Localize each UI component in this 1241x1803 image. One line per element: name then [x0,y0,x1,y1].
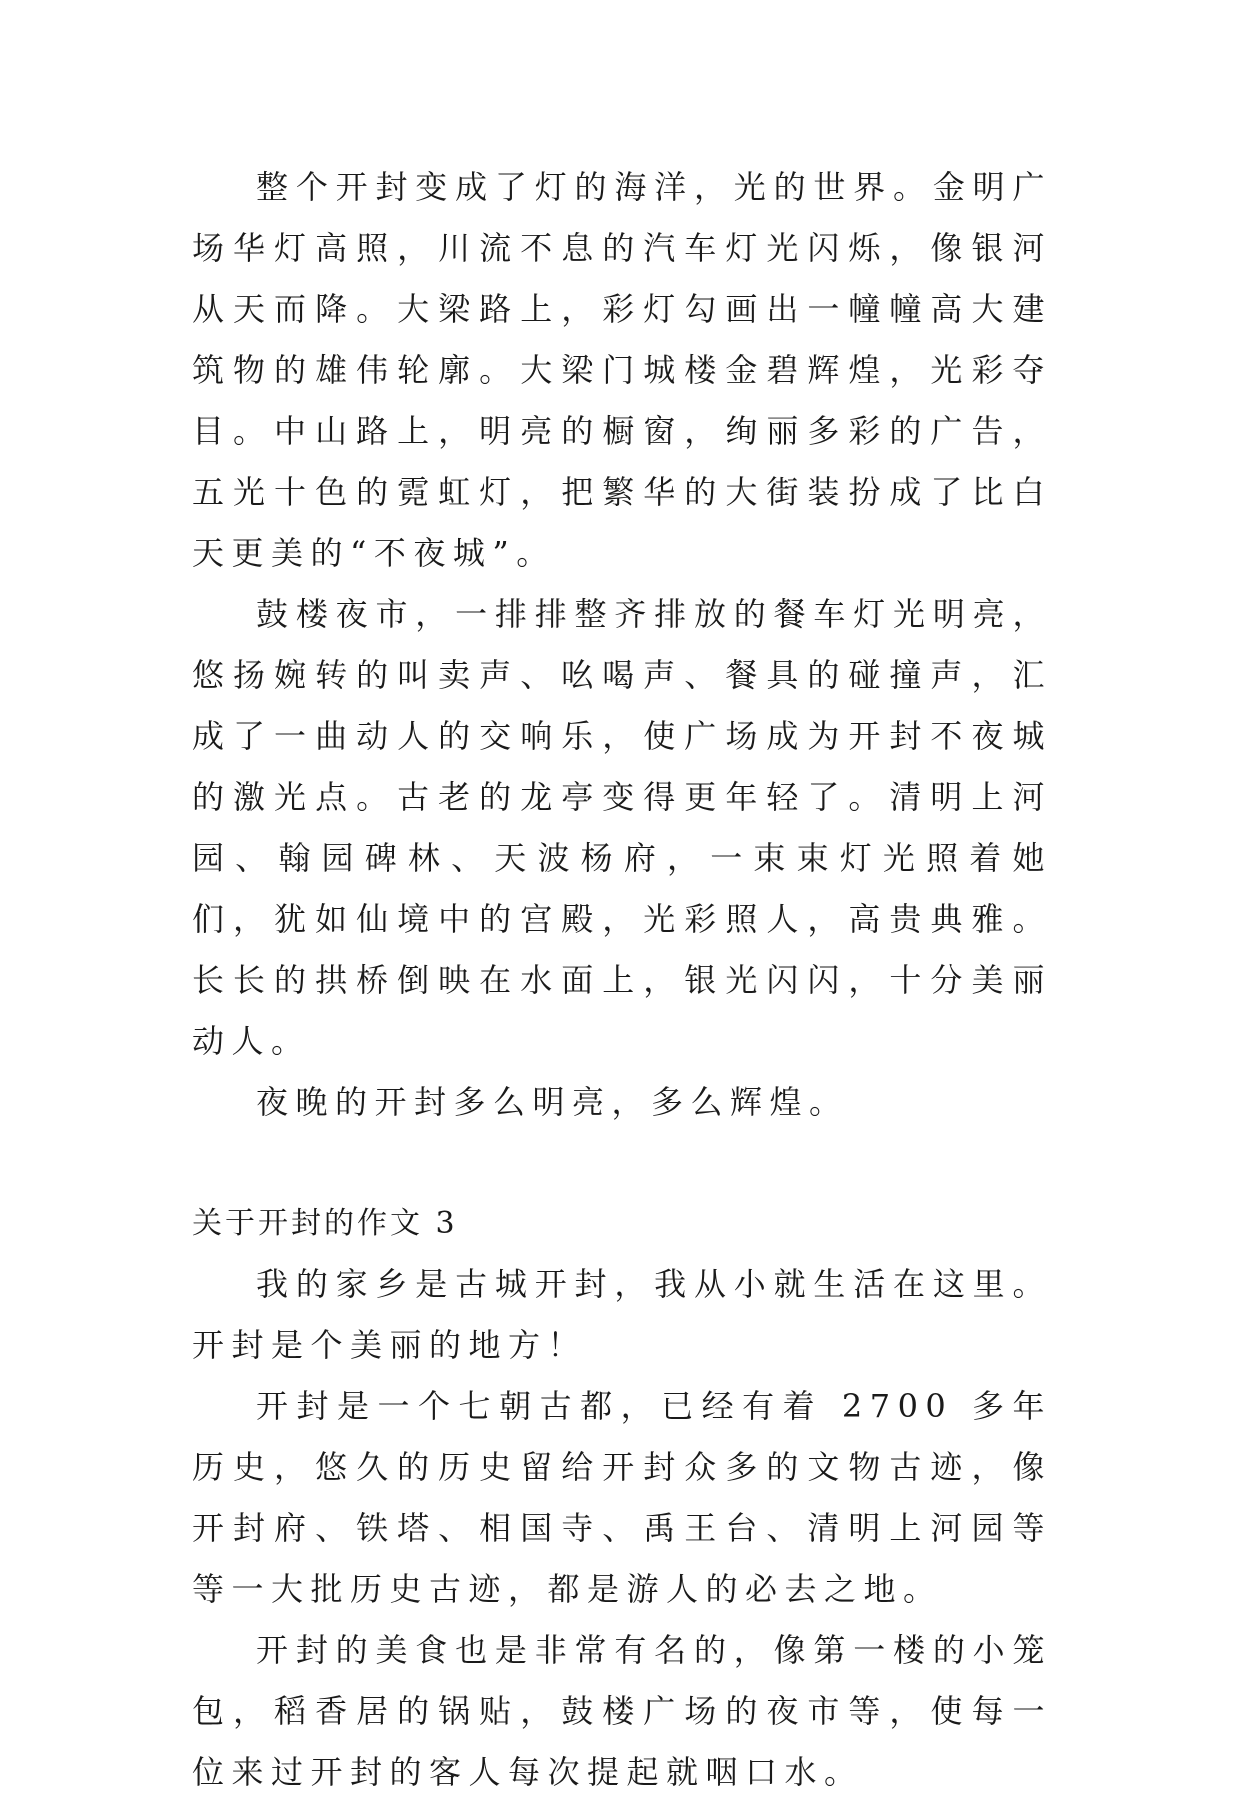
paragraph: 我的家乡是古城开封，我从小就生活在这里。开封是个美丽的地方！ [192,1265,1052,1364]
paragraph: 开封是一个七朝古都，已经有着 2700 多年历史，悠久的历史留给开封众多的文物古迹，像开封府、铁塔、相国寺、禹王台、清明上河园等等一大批历史古迹，都是游人的必去之地。 [192,1387,1052,1608]
section-title: 关于开封的作文 3 [192,1206,458,1241]
paragraph: 鼓楼夜市，一排排整齐排放的餐车灯光明亮，悠扬婉转的叫卖声、吆喝声、餐具的碰撞声，汇成了一曲动人的交响乐，使广场成为开封不夜城的激光点。古老的龙亭变得更年轻了。清明上河园、翰园碑林、天波杨府，一束束灯光照着她们，犹如仙境中的宫殿，光彩照人，高贵典雅。长长的拱桥倒映在水面上，银光闪闪，十分美丽动人。 [192,595,1052,1060]
paragraph: 夜晚的开封多么明亮，多么辉煌。 [256,1083,849,1121]
document-page [192,157,1052,1803]
paragraph: 整个开封变成了灯的海洋，光的世界。金明广场华灯高照，川流不息的汽车灯光闪烁，像银河从天而降。大梁路上，彩灯勾画出一幢幢高大建筑物的雄伟轮廓。大梁门城楼金碧辉煌，光彩夺目。中山路上，明亮的橱窗，绚丽多彩的广告，五光十色的霓虹灯，把繁华的大街装扮成了比白天更美的“不夜城”。 [192,168,1052,572]
paragraph: 开封的美食也是非常有名的，像第一楼的小笼包，稻香居的锅贴，鼓楼广场的夜市等，使每一位来过开封的客人每次提起就咽口水。 [192,1631,1052,1791]
